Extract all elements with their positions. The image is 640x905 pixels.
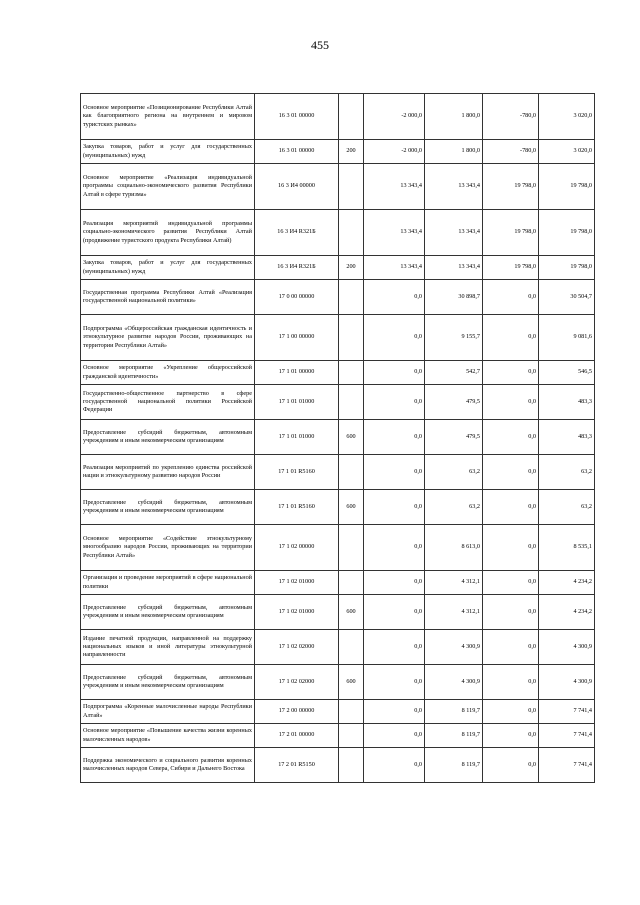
row-code-cell: 16 3 И4 R321Б	[255, 210, 339, 256]
row-amount-4-cell: 4 234,2	[539, 571, 595, 595]
table-row	[81, 385, 595, 420]
budget-table	[80, 93, 595, 783]
row-expense-type-cell: 200	[339, 140, 364, 164]
page-number: 455	[311, 38, 329, 52]
row-amount-4-cell: 3 020,0	[539, 94, 595, 140]
row-code-cell: 17 1 02 01000	[255, 595, 339, 630]
row-name-cell: Предоставление субсидий бюджетным, автономным учреждениям и иным некоммерческим организациям	[81, 420, 255, 455]
table-row	[81, 94, 595, 140]
table-row	[81, 140, 595, 164]
table-row	[81, 315, 595, 361]
row-amount-1-cell: 0,0	[364, 665, 425, 700]
row-name-cell: Закупка товаров, работ и услуг для государственных (муниципальных) нужд	[81, 140, 255, 164]
row-amount-2-cell: 1 800,0	[425, 140, 483, 164]
row-amount-2-cell: 63,2	[425, 490, 483, 525]
table-row	[81, 256, 595, 280]
row-code-cell: 17 1 02 01000	[255, 571, 339, 595]
row-name-cell: Подпрограмма «Коренные малочисленные народы Республики Алтай»	[81, 700, 255, 724]
row-amount-3-cell: 0,0	[483, 724, 539, 748]
row-code-cell: 17 1 01 01000	[255, 385, 339, 420]
row-amount-4-cell: 19 798,0	[539, 210, 595, 256]
row-code-cell: 17 1 01 01000	[255, 420, 339, 455]
row-code-cell: 17 2 01 R5150	[255, 748, 339, 783]
row-code-cell: 17 2 01 00000	[255, 724, 339, 748]
row-amount-1-cell: 13 343,4	[364, 210, 425, 256]
row-amount-3-cell: 0,0	[483, 361, 539, 385]
row-code-cell: 17 1 01 R5160	[255, 455, 339, 490]
row-code-cell: 17 1 00 00000	[255, 315, 339, 361]
row-expense-type-cell	[339, 748, 364, 783]
row-amount-3-cell: 0,0	[483, 571, 539, 595]
row-amount-4-cell: 63,2	[539, 455, 595, 490]
row-amount-1-cell: 0,0	[364, 700, 425, 724]
row-amount-2-cell: 13 343,4	[425, 256, 483, 280]
row-amount-2-cell: 479,5	[425, 385, 483, 420]
row-amount-3-cell: 0,0	[483, 420, 539, 455]
row-amount-4-cell: 4 300,9	[539, 665, 595, 700]
row-amount-2-cell: 1 800,0	[425, 94, 483, 140]
row-name-cell: Основное мероприятие «Повышение качества жизни коренных малочисленных народов»	[81, 724, 255, 748]
table-row	[81, 595, 595, 630]
row-name-cell: Реализация мероприятий индивидуальной программы социально-экономического развития Республики Алтай (продвижение туристского продукта Республики Алтай)	[81, 210, 255, 256]
row-amount-4-cell: 7 741,4	[539, 748, 595, 783]
row-amount-3-cell: -780,0	[483, 94, 539, 140]
row-amount-1-cell: 0,0	[364, 361, 425, 385]
row-expense-type-cell	[339, 724, 364, 748]
row-amount-3-cell: 0,0	[483, 315, 539, 361]
row-name-cell: Реализация мероприятий по укреплению единства российской нации и этнокультурному развитию народов России	[81, 455, 255, 490]
row-amount-4-cell: 4 234,2	[539, 595, 595, 630]
row-amount-4-cell: 8 535,1	[539, 525, 595, 571]
row-amount-1-cell: 13 343,4	[364, 164, 425, 210]
row-expense-type-cell: 600	[339, 665, 364, 700]
row-code-cell: 16 3 01 00000	[255, 140, 339, 164]
row-amount-4-cell: 19 798,0	[539, 256, 595, 280]
row-name-cell: Предоставление субсидий бюджетным, автономным учреждениям и иным некоммерческим организациям	[81, 665, 255, 700]
row-name-cell: Основное мероприятие «Позиционирование Республики Алтай как благоприятного региона на внутреннем и мировом туристских рынках»	[81, 94, 255, 140]
row-expense-type-cell	[339, 210, 364, 256]
row-amount-2-cell: 9 155,7	[425, 315, 483, 361]
row-name-cell: Основное мероприятие «Реализация индивидуальной программы социально-экономического развития Республики Алтай в сфере туризма»	[81, 164, 255, 210]
row-expense-type-cell	[339, 571, 364, 595]
row-code-cell: 17 1 02 02000	[255, 630, 339, 665]
row-code-cell: 17 1 01 R5160	[255, 490, 339, 525]
row-name-cell: Основное мероприятие «Укрепление общероссийской гражданской идентичности»	[81, 361, 255, 385]
row-amount-1-cell: 0,0	[364, 280, 425, 315]
row-amount-1-cell: 0,0	[364, 490, 425, 525]
row-amount-2-cell: 4 300,9	[425, 630, 483, 665]
row-code-cell: 17 0 00 00000	[255, 280, 339, 315]
row-name-cell: Предоставление субсидий бюджетным, автономным учреждениям и иным некоммерческим организациям	[81, 595, 255, 630]
row-amount-1-cell: 13 343,4	[364, 256, 425, 280]
row-amount-1-cell: 0,0	[364, 748, 425, 783]
table-row	[81, 525, 595, 571]
row-expense-type-cell: 600	[339, 420, 364, 455]
row-amount-4-cell: 9 081,6	[539, 315, 595, 361]
row-expense-type-cell	[339, 700, 364, 724]
row-amount-2-cell: 542,7	[425, 361, 483, 385]
row-amount-2-cell: 8 613,0	[425, 525, 483, 571]
row-name-cell: Подпрограмма «Общероссийская гражданская идентичность и этнокультурное развитие народов России, проживающих на территории Республики Алтай»	[81, 315, 255, 361]
table-row	[81, 630, 595, 665]
row-name-cell: Государственная программа Республики Алтай «Реализация государственной национальной политики»	[81, 280, 255, 315]
row-amount-2-cell: 4 300,9	[425, 665, 483, 700]
row-amount-4-cell: 30 504,7	[539, 280, 595, 315]
row-expense-type-cell: 600	[339, 595, 364, 630]
table-row	[81, 490, 595, 525]
row-amount-1-cell: 0,0	[364, 571, 425, 595]
row-expense-type-cell	[339, 455, 364, 490]
row-name-cell: Поддержка экономического и социального развития коренных малочисленных народов Севера, Сибири и Дальнего Востока	[81, 748, 255, 783]
row-amount-1-cell: 0,0	[364, 455, 425, 490]
table-row	[81, 420, 595, 455]
row-amount-3-cell: -780,0	[483, 140, 539, 164]
table-row	[81, 455, 595, 490]
row-amount-3-cell: 0,0	[483, 748, 539, 783]
row-amount-2-cell: 8 119,7	[425, 724, 483, 748]
row-amount-2-cell: 479,5	[425, 420, 483, 455]
row-expense-type-cell	[339, 315, 364, 361]
row-amount-2-cell: 13 343,4	[425, 210, 483, 256]
table-row	[81, 748, 595, 783]
row-code-cell: 17 1 02 00000	[255, 525, 339, 571]
row-amount-4-cell: 483,3	[539, 385, 595, 420]
row-amount-1-cell: 0,0	[364, 525, 425, 571]
table-row	[81, 361, 595, 385]
row-name-cell: Издание печатной продукции, направленной на поддержку национальных языков и иной литературы этнокультурной направленности	[81, 630, 255, 665]
row-amount-3-cell: 0,0	[483, 385, 539, 420]
table-row	[81, 571, 595, 595]
row-amount-3-cell: 19 798,0	[483, 210, 539, 256]
row-name-cell: Предоставление субсидий бюджетным, автономным учреждениям и иным некоммерческим организациям	[81, 490, 255, 525]
row-name-cell: Основное мероприятие «Содействие этнокультурному многообразию народов России, проживающих на территории Республики Алтай»	[81, 525, 255, 571]
table-row	[81, 210, 595, 256]
row-amount-1-cell: 0,0	[364, 724, 425, 748]
row-amount-1-cell: 0,0	[364, 385, 425, 420]
row-amount-2-cell: 30 898,7	[425, 280, 483, 315]
row-amount-4-cell: 3 020,0	[539, 140, 595, 164]
row-expense-type-cell	[339, 361, 364, 385]
row-amount-3-cell: 0,0	[483, 280, 539, 315]
row-code-cell: 17 1 01 00000	[255, 361, 339, 385]
table-row	[81, 280, 595, 315]
row-amount-1-cell: 0,0	[364, 630, 425, 665]
row-amount-1-cell: 0,0	[364, 420, 425, 455]
row-amount-4-cell: 7 741,4	[539, 724, 595, 748]
row-code-cell: 16 3 И4 R321Б	[255, 256, 339, 280]
row-expense-type-cell: 600	[339, 490, 364, 525]
row-amount-1-cell: 0,0	[364, 595, 425, 630]
row-code-cell: 17 1 02 02000	[255, 665, 339, 700]
row-amount-4-cell: 19 798,0	[539, 164, 595, 210]
row-name-cell: Организация и проведение мероприятий в сфере национальной политики	[81, 571, 255, 595]
table-body	[81, 94, 595, 783]
row-expense-type-cell: 200	[339, 256, 364, 280]
row-code-cell: 17 2 00 00000	[255, 700, 339, 724]
row-amount-2-cell: 8 119,7	[425, 700, 483, 724]
row-amount-3-cell: 19 798,0	[483, 256, 539, 280]
row-amount-3-cell: 0,0	[483, 595, 539, 630]
row-expense-type-cell	[339, 385, 364, 420]
row-code-cell: 16 3 01 00000	[255, 94, 339, 140]
row-amount-3-cell: 0,0	[483, 665, 539, 700]
row-amount-2-cell: 4 312,1	[425, 595, 483, 630]
row-amount-3-cell: 19 798,0	[483, 164, 539, 210]
row-name-cell: Государственно-общественное партнерство в сфере государственной национальной политики Российской Федерации	[81, 385, 255, 420]
row-amount-3-cell: 0,0	[483, 700, 539, 724]
table-row	[81, 700, 595, 724]
row-amount-4-cell: 63,2	[539, 490, 595, 525]
row-amount-3-cell: 0,0	[483, 490, 539, 525]
row-amount-2-cell: 13 343,4	[425, 164, 483, 210]
row-amount-2-cell: 63,2	[425, 455, 483, 490]
row-amount-1-cell: -2 000,0	[364, 140, 425, 164]
row-amount-4-cell: 546,5	[539, 361, 595, 385]
row-amount-2-cell: 4 312,1	[425, 571, 483, 595]
row-amount-3-cell: 0,0	[483, 525, 539, 571]
row-expense-type-cell	[339, 164, 364, 210]
row-amount-4-cell: 4 300,9	[539, 630, 595, 665]
row-amount-1-cell: -2 000,0	[364, 94, 425, 140]
row-amount-2-cell: 8 119,7	[425, 748, 483, 783]
row-expense-type-cell	[339, 280, 364, 315]
row-expense-type-cell	[339, 525, 364, 571]
table-row	[81, 164, 595, 210]
table-row	[81, 724, 595, 748]
row-amount-4-cell: 7 741,4	[539, 700, 595, 724]
table-row	[81, 665, 595, 700]
row-amount-3-cell: 0,0	[483, 455, 539, 490]
row-name-cell: Закупка товаров, работ и услуг для государственных (муниципальных) нужд	[81, 256, 255, 280]
row-expense-type-cell	[339, 630, 364, 665]
row-expense-type-cell	[339, 94, 364, 140]
row-amount-4-cell: 483,3	[539, 420, 595, 455]
row-amount-1-cell: 0,0	[364, 315, 425, 361]
row-code-cell: 16 3 И4 00000	[255, 164, 339, 210]
row-amount-3-cell: 0,0	[483, 630, 539, 665]
